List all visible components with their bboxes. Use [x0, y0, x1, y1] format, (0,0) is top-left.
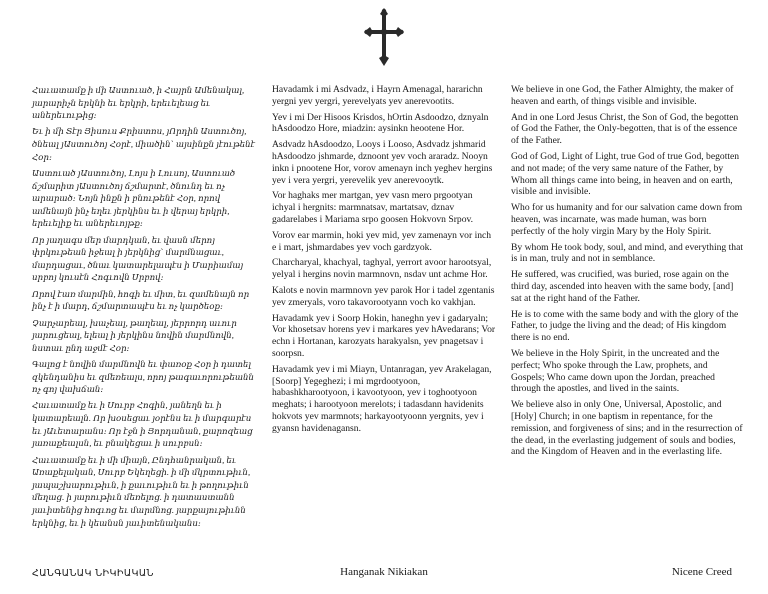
armenian-stanza: Հաւատամք ի մի Աստուած, ի Հայրն Ամենակալ, յարարիչն երկնի եւ երկրի, երեւելեաց եւ աներեւութից։ — [32, 85, 245, 121]
transliteration-stanza: Vor haghaks mer martgan, yev vasn mero prgootyan ichyal i hergnits: marmnatsav, martatsav, dznav gadarelabes i Mariama srpo goosen Hokvovn Srpov. — [272, 190, 474, 225]
footer-transliterated-title: Hanganak Nikiakan — [340, 566, 428, 578]
armenian-stanza: Որով էառ մարմին, հոգի եւ միտ, եւ զամենայն որ ինչ է ի մարդ, ճշմարտապէս եւ ոչ կարծեօք։ — [32, 288, 250, 312]
armenian-stanza: Որ յաղագս մեր մարդկան, եւ վասն մերոյ փրկութեան իջեալ ի յերկնից՝ մարմնացաւ, մարդացաւ, ծնաւ կատարելապէս ի Մարիամայ սրբոյ կուսէն Հոգւովն Սրբով։ — [32, 234, 244, 283]
transliteration-stanza: Asdvadz hAsdoodzo, Looys i Looso, Asdvadz jshmarid hAsdoodzo jshmarde, dznoont yev voch araradz. Nooyn inkn i pnootene Hor, vorov amenayn inch yeghev hergins yev i vera yergri, yerevelik yev anerevooytk. — [272, 139, 493, 186]
armenian-stanza: Գալոց է նովին մարմնովն եւ փառօք Հօր ի դատել զկենդանիս եւ զմեռեալս, որոյ թագաւորութեանն ոչ գոյ վախճան։ — [32, 359, 254, 395]
transliteration-stanza: Yev i mi Der Hisoos Krisdos, hOrtin Asdoodzo, dznyaln hAsdoodzo Hore, miadzin: aysinkn heootene Hor. — [272, 111, 489, 135]
footer-armenian-title: ՀԱՆԳԱՆԱԿ ՆԻԿԻԱԿԱՆ — [32, 568, 154, 579]
transliteration-column — [272, 84, 497, 439]
footer-english-title: Nicene Creed — [671, 566, 732, 578]
english-stanza: We believe also in only One, Universal, Apostolic, and [Holy] Church; in one baptism in repentance, for the remission, and forgiveness of sins; and in the resurrection of the dead, in the everlasting judgement of souls and bodies, and the Kingdom of Heaven and in the everlasting life. — [511, 399, 743, 458]
armenian-cross-icon — [364, 8, 404, 66]
english-stanza: He suffered, was crucified, was buried, rose again on the third day, ascended into heaven with the same body, [and] sat at the right hand of the Father. — [511, 269, 734, 304]
english-stanza: By whom He took body, soul, and mind, and everything that is in man, truly and not in semblance. — [511, 241, 743, 265]
armenian-text-column — [32, 84, 262, 533]
transliteration-stanza: Havadamk i mi Asdvadz, i Hayrn Amenagal, hararichn yergni yev yergri, yerevelyats yev anerevootits. — [272, 84, 483, 107]
transliteration-stanza: Charcharyal, khachyal, taghyal, yerrort avoor harootsyal, yelyal i hergins novin marmnovn, nsdav unt achme Hor. — [272, 257, 492, 281]
armenian-stanza: Հաւատամք եւ ի Սուրբ Հոգին, յանեղն եւ ի կատարեալն. Որ խօսեցաւ յօրէնս եւ ի մարգարէս եւ յԱւետարանս։ Որ էջն ի Յորդանան, քարոզեաց յառաքեալսն, եւ բնակեցաւ ի սուրբսն։ — [32, 400, 253, 449]
armenian-stanza: Չարչարեալ, խաչեալ, թաղեալ, յերրորդ աւուր յարուցեալ, ելեալ ի յերկինս նովին մարմնովն, նստաւ ընդ աջմէ Հօր։ — [32, 317, 237, 353]
english-stanza: God of God, Light of Light, true God of true God, begotten and not made; of the very same nature of the Father, by Whom all things came into being, in heaven and on earth, visible and invisible. — [511, 150, 740, 198]
english-translation-column — [511, 84, 743, 462]
transliteration-stanza: Havadamk yev i mi Miayn, Untanragan, yev Arakelagan, [Soorp] Yegeghezi; i mi mgrdootyoon, habashkharootyoon, i kavootyoon, yev i toghootyoon meghats; i harootyoon merelots; i tadasdann havidenits hokvots yev marmnots; harkayootyoonn yergnits, yev i gyansn havidenagansn. — [272, 363, 492, 434]
armenian-stanza: Հաւատամք եւ ի մի միայն, Ընդհանրական, եւ Առաքելական, Սուրբ Եկեղեցի. ի մի մկրտութիւն, յապաշխարութիւն, ի քաւութիւն եւ ի թողութիւն մեղաց. ի յարութիւն մեռելոց. ի դատաստանն յաւիտենից հոգւոց եւ մարմնոց. յարքայութիւնն երկնից, եւ ի կեանսն յաւիտենականս։ — [32, 454, 251, 528]
english-stanza: We believe in the Holy Spirit, in the uncreated and the perfect; Who spoke through the Law, prophets, and Gospels; Who came down upon the Jordan, preached through the apostles, and lived in the saints. — [511, 347, 720, 395]
transliteration-stanza: Havadamk yev i Soorp Hokin, haneghn yev i gadaryaln; Vor khosetsav horens yev i markares yev hAvedarans; Vor echn i Hortanan, karozyats harakyalsn, yev pnagetsav i soorpsn. — [272, 312, 496, 359]
transliteration-stanza: Kalots e novin marmnovn yev parok Hor i tadel zgentanis yev zmeryals, voro takavorootyann voch ko vakhjan. — [272, 284, 495, 308]
armenian-stanza: Եւ ի մի Տէր Յիսուս Քրիստոս, յՈրդին Աստուծոյ, ծնեալ յԱստուծոյ Հօրէ, միածին՝ այսինքն յէութենէ Հօր։ — [32, 126, 255, 162]
english-stanza: And in one Lord Jesus Christ, the Son of God, the begotten of God the Father, the Only-begotten, that is of the essence of the Father. — [511, 111, 739, 147]
armenian-stanza: Աստուած յԱստուծոյ, Լոյս ի Լուսոյ, Աստուած ճշմարիտ յԱստուծոյ ճշմարտէ, ծնունդ եւ ոչ արարած։ Նոյն ինքն ի բնութենէ Հօր, որով ամենայն ինչ եղեւ յերկինս եւ ի վերայ երկրի, երեւելիք եւ աներեւոյթք։ — [32, 167, 236, 229]
english-stanza: He is to come with the same body and with the glory of the Father, to judge the living and the dead; of His kingdom there is no end. — [511, 308, 739, 344]
english-stanza: Who for us humanity and for our salvation came down from heaven, was incarnate, was made human, was born perfectly of the holy virgin Mary by the Holy Spirit. — [511, 202, 743, 237]
english-stanza: We believe in one God, the Father Almighty, the maker of heaven and earth, of things visible and invisible. — [511, 84, 734, 107]
transliteration-stanza: Vorov ear marmin, hoki yev mid, yev zamenayn vor inch e i mart, jshmardabes yev voch gardzyok. — [272, 229, 492, 253]
